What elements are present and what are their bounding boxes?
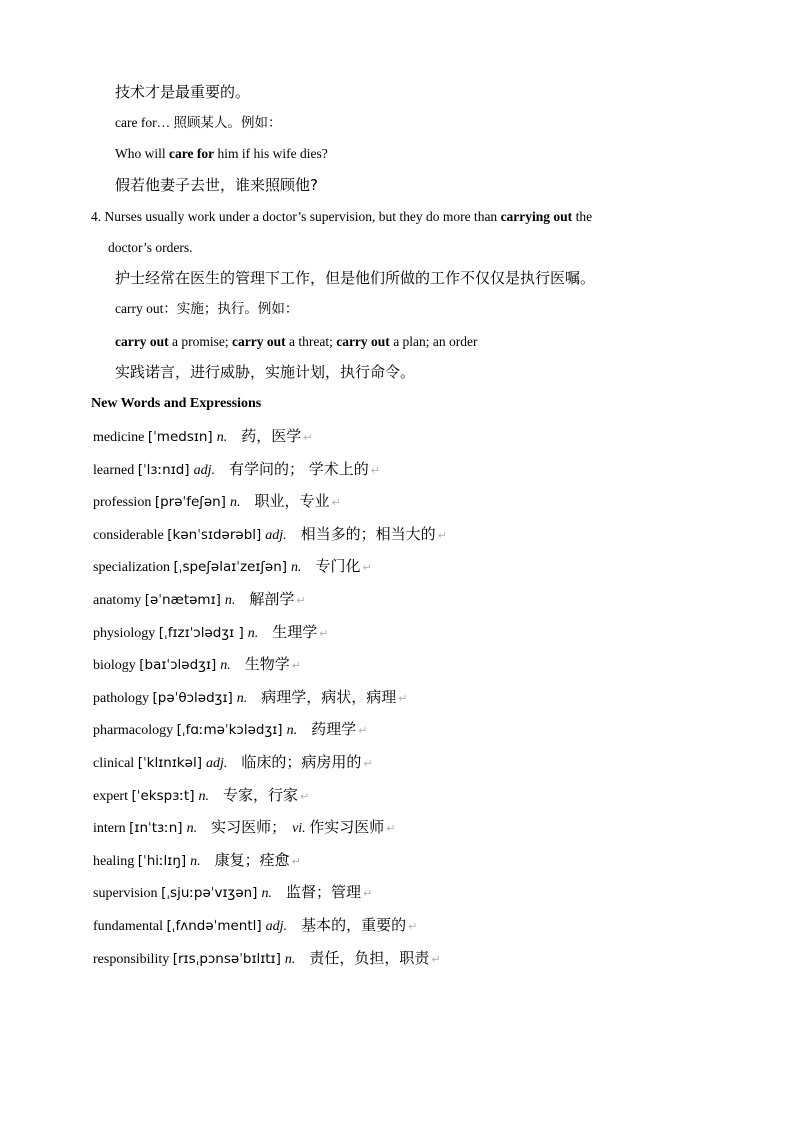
vocab-pos: adj.	[193, 462, 215, 478]
vocab-ipa: [ˌfɪzɪˈɔlədʒɪ ]	[158, 624, 244, 641]
vocab-ipa: [ˈklɪnɪkəl]	[137, 755, 202, 771]
vocab-row	[93, 786, 309, 806]
vocab-pos: n.	[190, 853, 201, 869]
vocab-word: biology	[93, 658, 136, 674]
item4-keyword: carrying out	[500, 209, 573, 224]
return-mark-icon: ↵	[363, 757, 373, 770]
vocab-word: healing	[93, 853, 135, 869]
carry-out-def: carry out：实施；执行。例如：	[115, 301, 299, 316]
vocab-ipa: [ˌfʌndəˈmentl]	[166, 918, 262, 934]
vocab-pos: n.	[284, 951, 296, 967]
ex1-text: a promise;	[168, 334, 232, 349]
vocab-pos: n.	[216, 430, 228, 445]
vocab-meaning: 病理学，病状，病理	[261, 687, 397, 706]
return-mark-icon: ↵	[398, 691, 408, 705]
vocab-row	[93, 720, 367, 740]
vocab-row	[93, 655, 301, 675]
vocab-ipa: [ˈhiːlɪŋ]	[137, 852, 187, 869]
vocab-row	[93, 916, 417, 936]
carry-out-translation: 实践诺言，进行威胁，实施计划，执行命令。	[115, 363, 416, 381]
vocab-meaning: 监督；管理	[285, 883, 361, 902]
vocab-row	[93, 427, 312, 447]
vocab-ipa: [rɪsˌpɔnsəˈbɪlɪtɪ]	[172, 950, 281, 967]
vocab-row	[93, 460, 380, 480]
vocab-ipa: [əˈnætəmɪ]	[144, 592, 221, 608]
vocab-word: medicine	[93, 430, 145, 445]
vocab-meaning: 责任，负担，职责	[309, 948, 430, 967]
vocab-word: physiology	[93, 625, 156, 641]
vocab-pos-2: vi.	[292, 821, 306, 837]
section-title: New Words and Expressions	[91, 396, 262, 411]
vocab-row	[93, 949, 441, 969]
vocab-pos: n.	[236, 690, 248, 706]
vocab-row	[93, 851, 301, 871]
example-text-c: him if his wife dies?	[214, 146, 328, 161]
carry-out-examples	[115, 333, 478, 351]
vocab-pos: n.	[229, 495, 241, 511]
ex1-keyword: carry out	[115, 334, 169, 349]
vocab-pos: n.	[291, 560, 302, 576]
return-mark-icon: ↵	[300, 789, 310, 803]
vocab-meaning: 药理学	[311, 720, 357, 739]
vocab-meaning: 临床的；病房用的	[241, 753, 362, 771]
return-mark-icon: ↵	[362, 561, 372, 575]
vocab-word: intern	[93, 821, 126, 837]
vocab-row	[93, 525, 447, 545]
vocab-pos: n.	[261, 886, 272, 902]
vocab-pos: n.	[224, 593, 236, 608]
vocab-pos: n.	[220, 658, 231, 674]
vocab-word: considerable	[93, 527, 164, 543]
vocab-word: pathology	[93, 690, 149, 706]
vocab-meaning: 解剖学	[249, 590, 295, 608]
return-mark-icon: ↵	[319, 626, 329, 640]
ex3-keyword: carry out	[336, 334, 390, 349]
item4-sentence	[91, 208, 703, 226]
vocab-pos: n.	[186, 821, 198, 837]
example-keyword: care for	[169, 146, 215, 161]
item4-sentence-cont: doctor’s orders.	[108, 240, 193, 255]
vocab-row	[93, 688, 407, 708]
vocab-ipa: [ˈlɜːnɪd]	[137, 461, 190, 478]
vocab-meaning: 实习医师；	[211, 818, 287, 837]
vocab-word: pharmacology	[93, 723, 174, 739]
vocab-row	[93, 623, 328, 643]
vocab-ipa: [ˌsjuːpəˈvɪʒən]	[161, 885, 258, 902]
ex3-text: a plan; an order	[389, 334, 478, 349]
return-mark-icon: ↵	[362, 887, 373, 901]
vocab-word: clinical	[93, 756, 135, 771]
vocab-meaning: 专家，行家	[222, 785, 298, 804]
vocab-ipa: [ɪnˈtɜːn]	[129, 820, 183, 837]
vocab-ipa: [ˈekspɜːt]	[131, 787, 195, 804]
item4-text-a: 4. Nurses usually work under a doctor’s supervision, but they do more than	[91, 209, 501, 224]
vocab-word: supervision	[93, 886, 158, 902]
return-mark-icon: ↵	[431, 952, 441, 966]
intro-translation: 假若他妻子去世，谁来照顾他?	[115, 176, 318, 194]
intro-example	[115, 145, 328, 163]
vocab-pos: n.	[247, 625, 259, 641]
vocab-row	[93, 492, 341, 512]
vocab-meaning: 生理学	[272, 622, 318, 641]
vocab-meaning: 药，医学	[241, 427, 302, 445]
vocab-pos: n.	[198, 788, 209, 804]
ex2-text: a threat;	[285, 334, 337, 349]
vocab-pos: adj.	[205, 756, 228, 771]
vocab-ipa: [pəˈθɔlədʒɪ]	[152, 689, 233, 706]
return-mark-icon: ↵	[437, 528, 447, 542]
vocab-word: anatomy	[93, 593, 142, 608]
return-mark-icon: ↵	[358, 724, 368, 738]
vocab-word: learned	[93, 462, 135, 478]
vocab-row	[93, 883, 372, 903]
return-mark-icon: ↵	[291, 659, 301, 673]
vocab-word: profession	[93, 495, 152, 511]
item4-translation: 护士经常在医生的管理下工作，但是他们所做的工作不仅仅是执行医嘱。	[115, 269, 596, 287]
vocab-ipa: [kənˈsɪdərəbl]	[167, 526, 262, 543]
care-for-def: care for… 照顾某人。例如：	[115, 115, 282, 130]
return-mark-icon: ↵	[291, 854, 301, 868]
vocab-word: responsibility	[93, 951, 170, 967]
vocab-meaning: 相当多的；相当大的	[300, 524, 436, 543]
intro-line-2	[115, 114, 281, 133]
vocab-meaning: 康复；痊愈	[214, 850, 290, 869]
vocab-ipa: [baɪˈɔlədʒɪ]	[139, 657, 217, 674]
vocab-meaning-2: 作实习医师	[309, 818, 385, 837]
vocab-row	[93, 818, 395, 838]
vocab-meaning: 基本的，重要的	[301, 916, 407, 934]
vocab-row	[93, 557, 372, 577]
intro-line-1: 技术才是最重要的。	[115, 83, 251, 101]
item4-text-c: the	[572, 209, 593, 224]
vocab-word: fundamental	[93, 919, 163, 934]
return-mark-icon: ↵	[370, 463, 380, 477]
vocab-ipa: [prəˈfeʃən]	[154, 494, 226, 511]
vocab-ipa: [ˌfɑːməˈkɔlədʒɪ]	[176, 722, 283, 739]
return-mark-icon: ↵	[386, 822, 396, 836]
vocab-ipa: [ˈmedsɪn]	[147, 429, 213, 445]
return-mark-icon: ↵	[303, 431, 313, 444]
vocab-pos: n.	[286, 723, 298, 739]
example-text-a: Who will	[115, 146, 169, 161]
return-mark-icon: ↵	[331, 496, 341, 510]
vocab-row	[93, 753, 373, 773]
vocab-meaning: 生物学	[244, 655, 290, 674]
vocab-pos: adj.	[265, 919, 288, 934]
vocab-meaning: 职业，专业	[254, 492, 330, 511]
return-mark-icon: ↵	[296, 594, 306, 607]
return-mark-icon: ↵	[408, 920, 418, 933]
vocab-pos: adj.	[265, 527, 287, 543]
vocab-ipa: [ˌspeʃəlaɪˈzeɪʃən]	[173, 559, 288, 576]
vocab-row	[93, 590, 306, 610]
vocab-meaning: 专门化	[315, 557, 361, 576]
vocab-word: specialization	[93, 560, 170, 576]
ex2-keyword: carry out	[231, 334, 286, 349]
vocab-meaning: 有学问的； 学术上的	[228, 459, 369, 478]
vocab-word: expert	[93, 788, 128, 804]
